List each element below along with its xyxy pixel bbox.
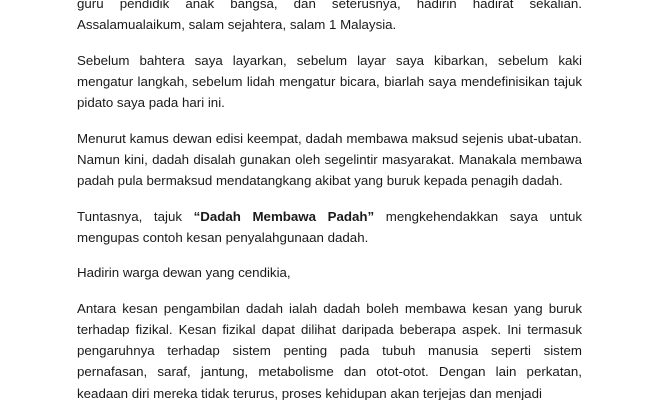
speech-title: “Dadah Membawa Padah” <box>193 208 375 224</box>
paragraph-text-after: mengkehendakkan saya untuk mengupas contoh kesan penyalahgunaan dadah. <box>77 208 583 245</box>
paragraph-text: Menurut kamus dewan edisi keempat, dadah membawa maksud sejenis ubat-ubatan. Namun kini, dadah disalah gunakan oleh segelintir masyarakat. Manakala membawa padah pula bermaksud mendatangkang akibat yang buruk kepada penagih dadah. <box>77 130 582 189</box>
paragraph-text: Sebelum bahtera saya layarkan, sebelum layar saya kibarkan, sebelum kaki mengatur langkah, sebelum lidah mengatur bicara, biarlah saya mendefinisikan tajuk pidato saya pada hari ini. <box>77 52 582 111</box>
paragraph-physical-effects <box>77 298 582 400</box>
paragraph-title-statement <box>77 206 582 248</box>
paragraph-opening <box>77 50 582 114</box>
paragraph-address <box>77 262 582 283</box>
paragraph-text: Hadirin warga dewan yang cendikia, <box>77 265 291 281</box>
paragraph-definition <box>77 128 582 192</box>
document-body <box>77 0 582 400</box>
paragraph-text-before: Tuntasnya, tajuk <box>77 208 194 224</box>
paragraph-greeting <box>77 0 582 35</box>
paragraph-text: Antara kesan pengambilan dadah ialah dadah boleh membawa kesan yang buruk terhadap fizikal. Kesan fizikal dapat dilihat daripada beberapa aspek. Ini termasuk pengaruhnya terhadap sistem penting pada tubuh manusia seperti sistem pernafasan, saraf, jantung, metabolisme dan otot-otot. Dengan lain perkatan, keadaan diri mereka tidak terurus, proses kehidupan akan terjejas dan menjadi <box>77 300 582 400</box>
paragraph-text: guru pendidik anak bangsa, dan seterusnya, hadirin hadirat sekalian. Assalamualaikum, salam sejahtera, salam 1 Malaysia. <box>77 0 582 33</box>
